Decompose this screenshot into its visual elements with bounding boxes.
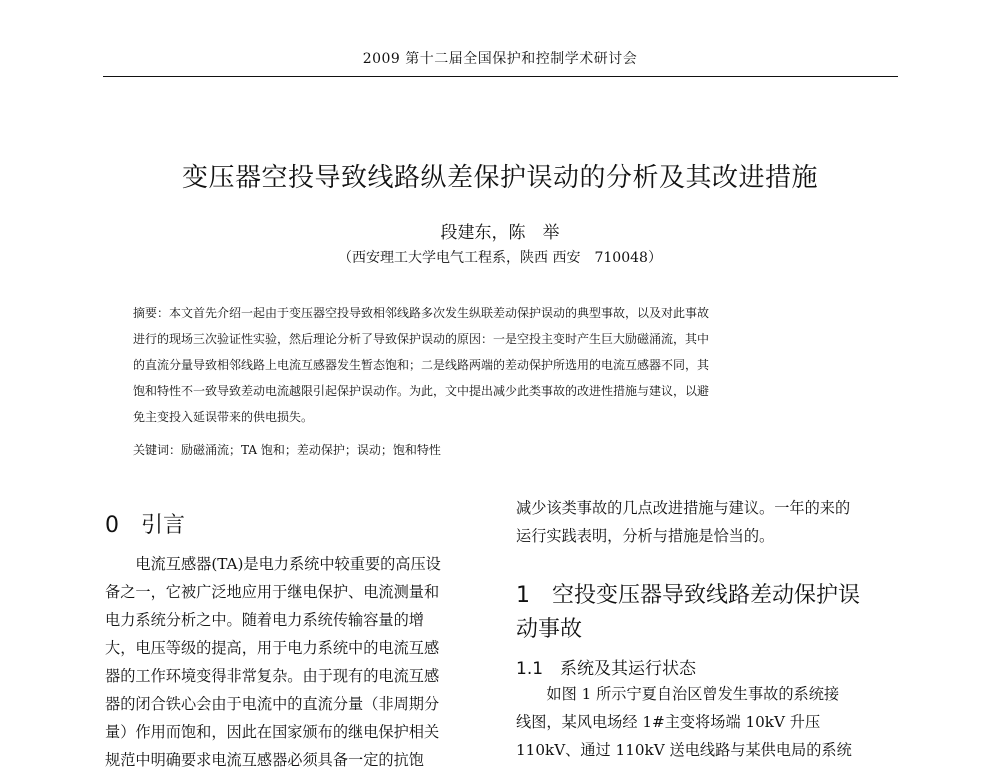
right-column-body (516, 680, 906, 764)
paper-authors: 段建东，陈 举 (440, 223, 560, 243)
body-line: 110kV、通过 110kV 送电线路与某供电局的系统 (516, 741, 852, 759)
abstract-block (133, 300, 865, 430)
body-line: 电力系统分析之中。随着电力系统传输容量的增 (105, 611, 424, 629)
section-heading-intro: 0 引言 (105, 513, 185, 538)
body-line: 器的闭合铁心会由于电流中的直流分量（非周期分 (105, 695, 440, 713)
abstract-line: 摘要：本文首先介绍一起由于变压器空投导致相邻线路多次发生纵联差动保护误动的典型事故，以及对此事故 (133, 306, 710, 320)
abstract-line: 免主变投入延误带来的供电损失。 (133, 410, 314, 424)
running-header: 2009 第十二届全国保护和控制学术研讨会 (362, 51, 638, 67)
paper-title: 变压器空投导致线路纵差保护误动的分析及其改进措施 (181, 163, 818, 193)
right-column-intro (516, 494, 906, 550)
body-line: 备之一，它被广泛地应用于继电保护、电流测量和 (105, 583, 440, 601)
body-line: 运行实践表明，分析与措施是恰当的。 (516, 527, 775, 545)
body-line: 量）作用而饱和，因此在国家颁布的继电保护相关 (105, 723, 440, 741)
paper-affiliation: （西安理工大学电气工程系，陕西 西安 710048） (338, 250, 662, 266)
body-line: 大，电压等级的提高，用于电力系统中的电流互感 (105, 639, 440, 657)
body-line: 器的工作环境变得非常复杂。由于现有的电流互感 (105, 667, 440, 685)
body-line: 电流互感器(TA)是电力系统中较重要的高压设 (105, 555, 441, 573)
section-heading-line: 动事故 (516, 617, 583, 642)
keywords: 关键词：励磁涌流；TA 饱和；差动保护；误动；饱和特性 (133, 443, 441, 457)
body-line: 减少该类事故的几点改进措施与建议。一年的来的 (516, 499, 851, 517)
body-line: 线图，某风电场经 1#主变将场端 10kV 升压 (516, 713, 821, 731)
body-line: 如图 1 所示宁夏自治区曾发生事故的系统接 (516, 685, 840, 703)
abstract-line: 的直流分量导致相邻线路上电流互感器发生暂态饱和；二是线路两端的差动保护所选用的电流互感器不同，其 (133, 358, 710, 372)
section-heading-1 (516, 579, 860, 647)
abstract-line: 进行的现场三次验证性实验，然后理论分析了导致保护误动的原因：一是空投主变时产生巨大励磁涌流，其中 (133, 332, 710, 346)
body-line: 规范中明确要求电流互感器必须具备一定的抗饱 (105, 751, 424, 769)
left-column-body (105, 550, 485, 774)
section-heading-line: 1 空投变压器导致线路差动保护误 (516, 583, 860, 608)
header-rule (103, 76, 898, 77)
abstract-line: 饱和特性不一致导致差动电流越限引起保护误动作。为此，文中提出减少此类事故的改进性措施与建议，以避 (133, 384, 710, 398)
subsection-heading-1-1: 1.1 系统及其运行状态 (516, 659, 697, 679)
